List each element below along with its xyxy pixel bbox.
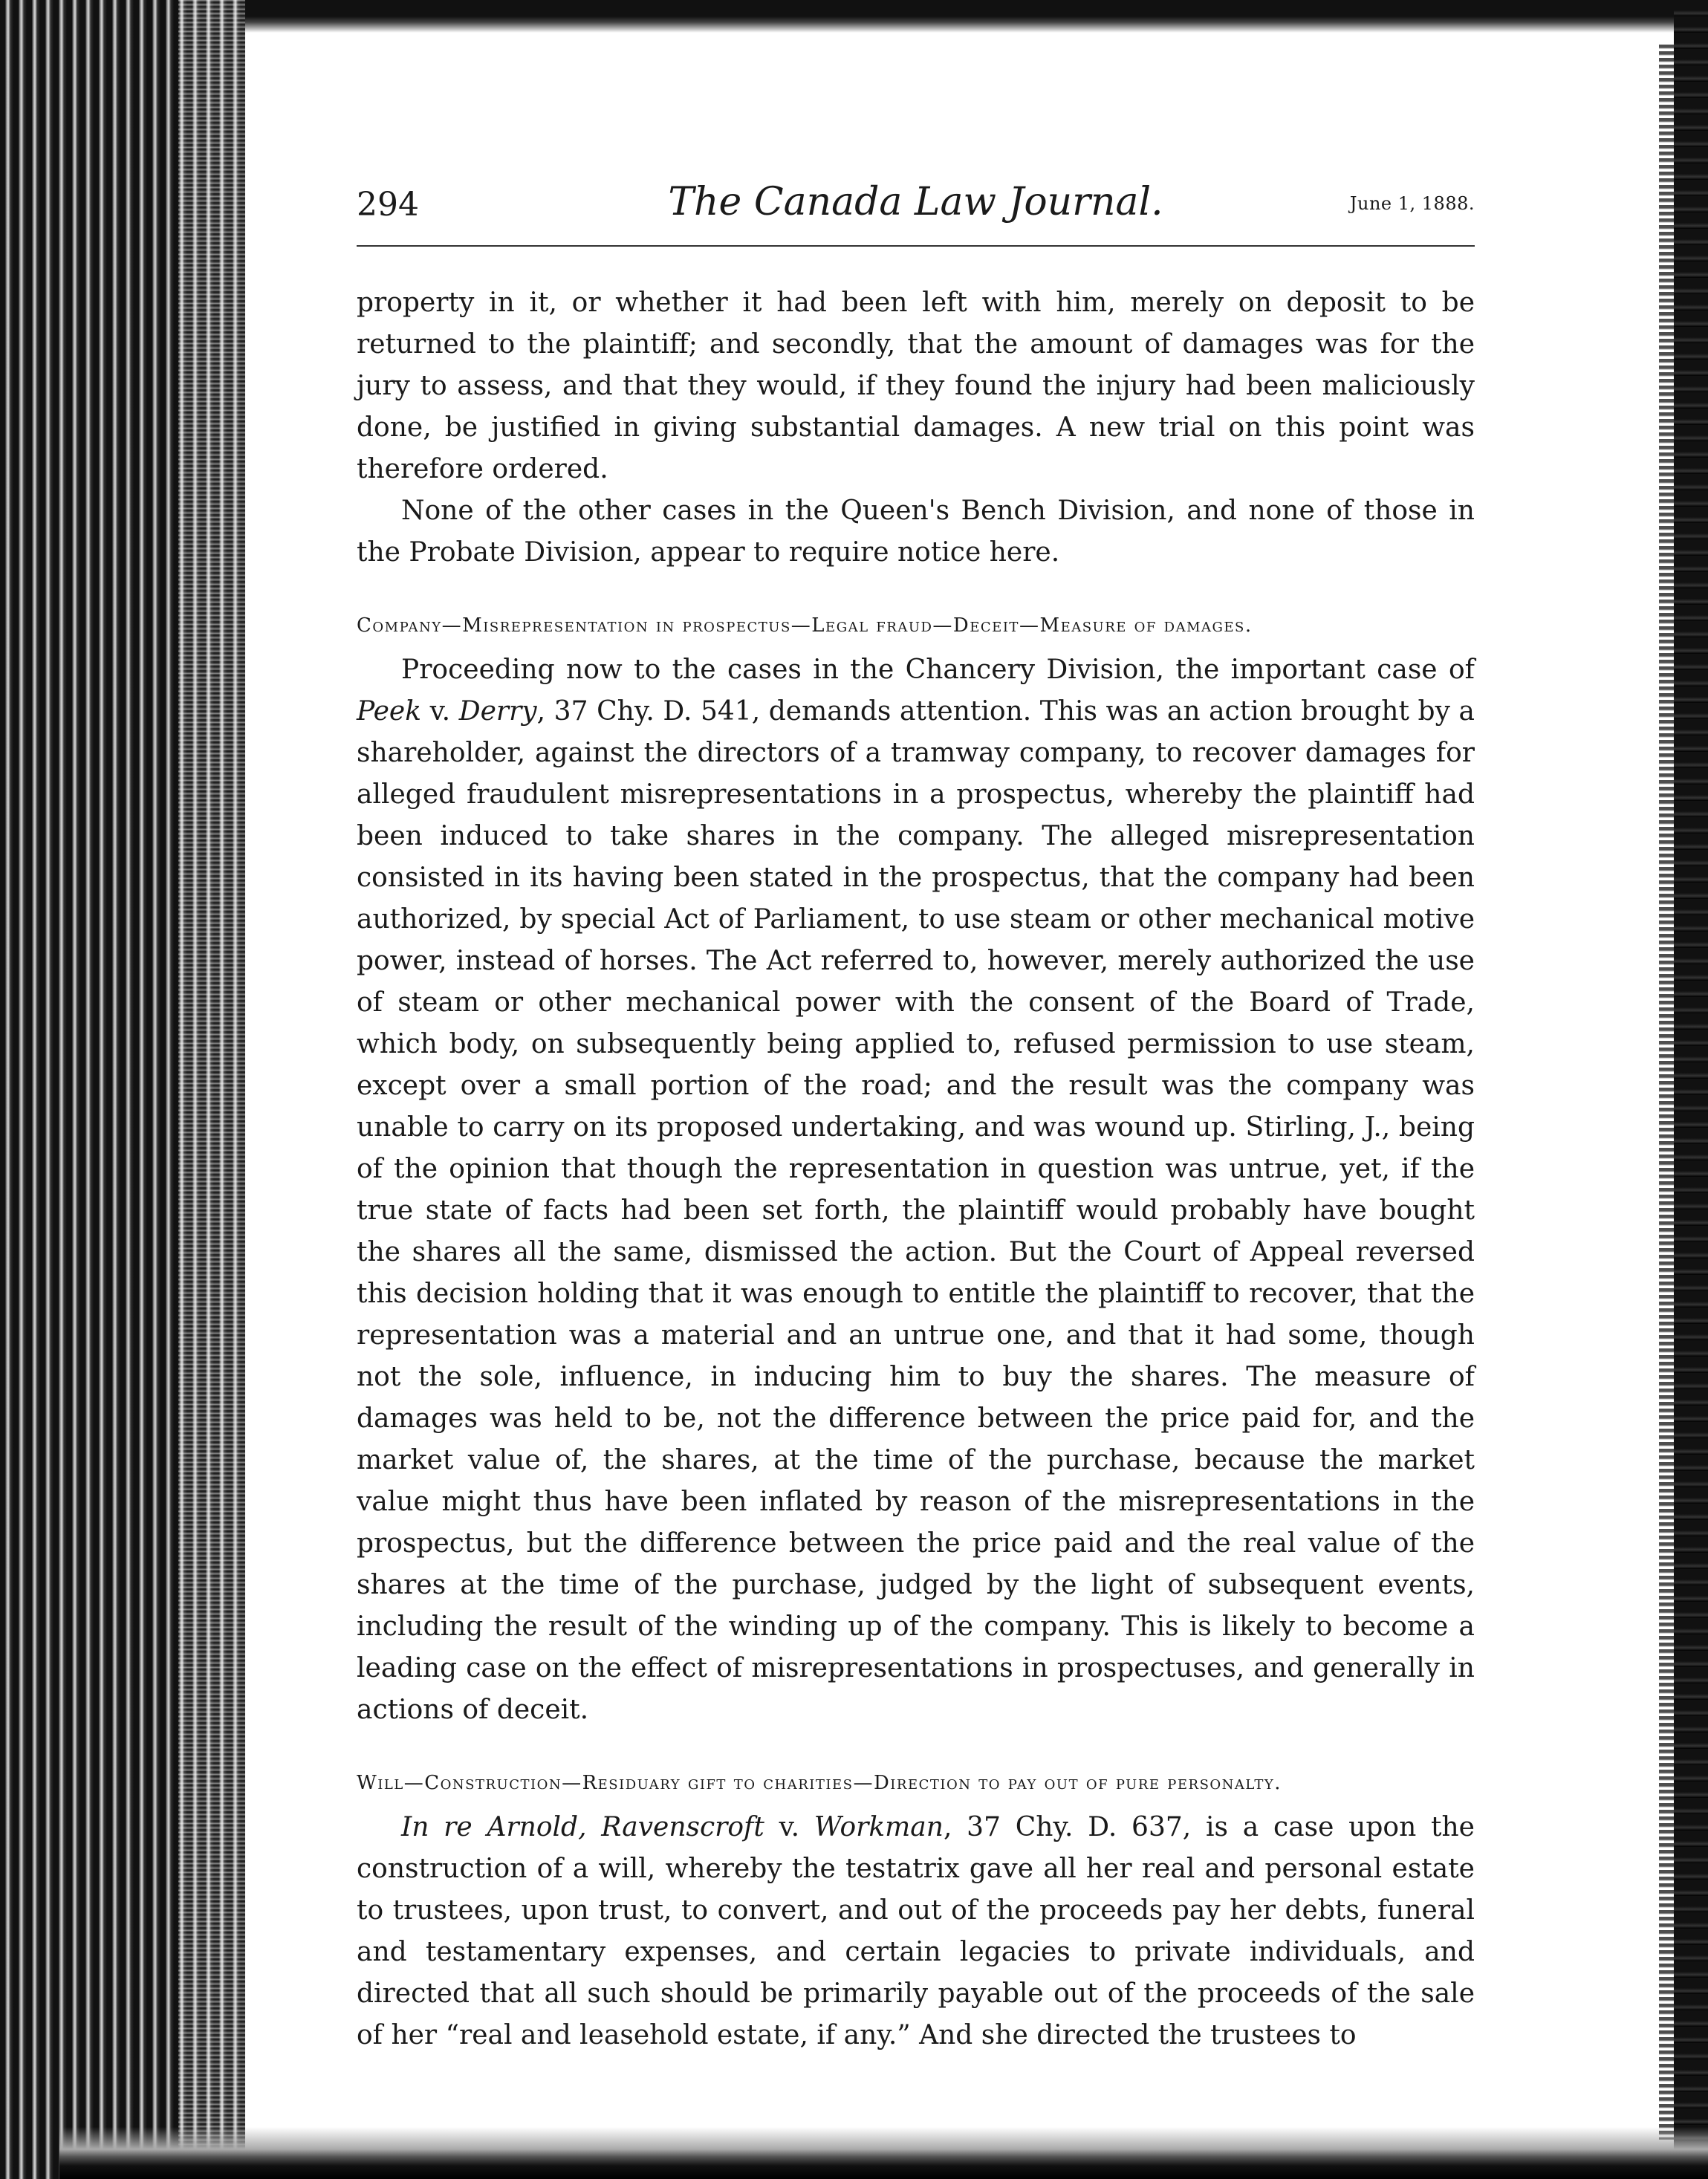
journal-title: The Canada Law Journal. [668, 180, 1163, 224]
journal-page [357, 156, 1475, 2050]
paragraph-body-text: , 37 Chy. D. 637, is a case upon the construction of a will, whereby the testatrix gave all her real and personal estate to trustees, upon trust, to convert, and out of the proceeds pay her debts, funeral and testamentary expenses, and certain legacies to private individuals, and directed that all such should be primarily payable out of the proceeds of the sale of her “real and leasehold estate, if any.” And she directed the trustees to [357, 1812, 1475, 2050]
paragraph-lead-text: Proceeding now to the cases in the Chancery Division, the important case of [401, 655, 1475, 685]
running-head [357, 156, 1475, 224]
paragraph-peek-v-derry [357, 649, 1475, 1731]
issue-date: June 1, 1888. [1349, 193, 1475, 214]
paragraph-continued: property in it, or whether it had been left with him, merely on deposit to be returned to the plaintiff; and secondly, that the amount of damages was for the jury to assess, and that they would, if they found the injury had been maliciously done, be justified in giving substantial damages. A new trial on this point was therefore ordered. [357, 288, 1475, 484]
versus-text: v. [421, 696, 459, 727]
paragraph-queens-bench: None of the other cases in the Queen's Bench Division, and none of those in the Probate Division, appear to require notice here. [357, 496, 1475, 568]
scan-top-edge [245, 0, 1708, 33]
scan-binding-edge [0, 0, 245, 2179]
case-name-derry: Derry [458, 696, 537, 727]
paragraph-body-text: , 37 Chy. D. 541, demands attention. This was an action brought by a shareholder, against the directors of a tramway company, to recover damages for alleged fraudulent misrepresentations in a prospectus, whereby the plaintiff had been induced to take shares in the company. The alleged misrepresentation consisted in its having been stated in the prospectus, that the company had been authorized, by special Act of Parliament, to use steam or other mechanical motive power, instead of horses. The Act referred to, however, merely authorized the use of steam or other mechanical power with the consent of the Board of Trade, which body, on subsequently being applied to, refused permission to use steam, except over a small portion of the road; and the result was the company was unable to carry on its proposed undertaking, and was wound up. Stirling, J., being of the opinion that though the representation in question was untrue, yet, if the true state of facts had been set forth, the plaintiff would probably have bought the shares all the same, dismissed the action. But the Court of Appeal reversed this decision holding that it was enough to entitle the plaintiff to recover, that the representation was a material and an untrue one, and that it had some, though not the sole, influence, in inducing him to buy the shares. The measure of damages was held to be, not the difference between the price paid for, and the market value of, the shares, at the time of the purchase, because the market value might thus have been inflated by reason of the misrepresentations in the prospectus, but the difference between the price paid and the real value of the shares at the time of the purchase, judged by the light of subsequent events, including the result of the winding up of the company. This is likely to become a leading case on the effect of misrepresentations in prospectuses, and generally in actions of deceit. [357, 696, 1475, 1725]
scan-right-strip [1659, 45, 1674, 2140]
header-rule [357, 245, 1475, 247]
paragraph-in-re-arnold [357, 1807, 1475, 2056]
case-name-in-re-arnold: In re Arnold, Ravenscroft [401, 1812, 764, 1842]
section-heading-will-construction: Will—Construction—Residuary gift to charities—Direction to pay out of pure personalty. [357, 1772, 1282, 1794]
case-name-workman: Workman [814, 1812, 944, 1842]
versus-text: v. [764, 1812, 814, 1842]
case-name-peek: Peek [357, 696, 422, 727]
scan-right-edge [1674, 0, 1708, 2179]
page-number: 294 [357, 186, 419, 224]
article-body [357, 282, 1475, 2056]
scan-bottom-edge [59, 2127, 1708, 2179]
section-heading-company-misrepresentation: Company—Misrepresentation in prospectus—Legal fraud—Deceit—Measure of damages. [357, 614, 1253, 637]
